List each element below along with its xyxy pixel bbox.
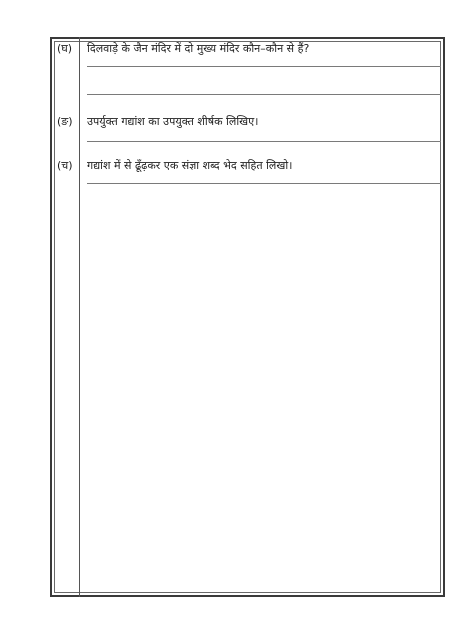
answer-line — [87, 141, 441, 142]
question-text: दिलवाड़े के जैन मंदिर में दो मुख्य मंदिर कौन–कौन से हैं? — [87, 42, 310, 55]
answer-line — [87, 66, 441, 67]
question-label: (घ) — [57, 42, 73, 55]
question-label: (ङ) — [57, 115, 73, 128]
answer-line — [87, 183, 441, 184]
question-text: गद्यांश में से ढूँढ़कर एक संज्ञा शब्द भेद सहित लिखो। — [87, 159, 293, 172]
question-text: उपर्युक्त गद्यांश का उपयुक्त शीर्षक लिखिए। — [87, 115, 259, 128]
answer-line — [87, 94, 441, 95]
margin-line — [79, 37, 80, 597]
question-label: (च) — [57, 159, 73, 172]
